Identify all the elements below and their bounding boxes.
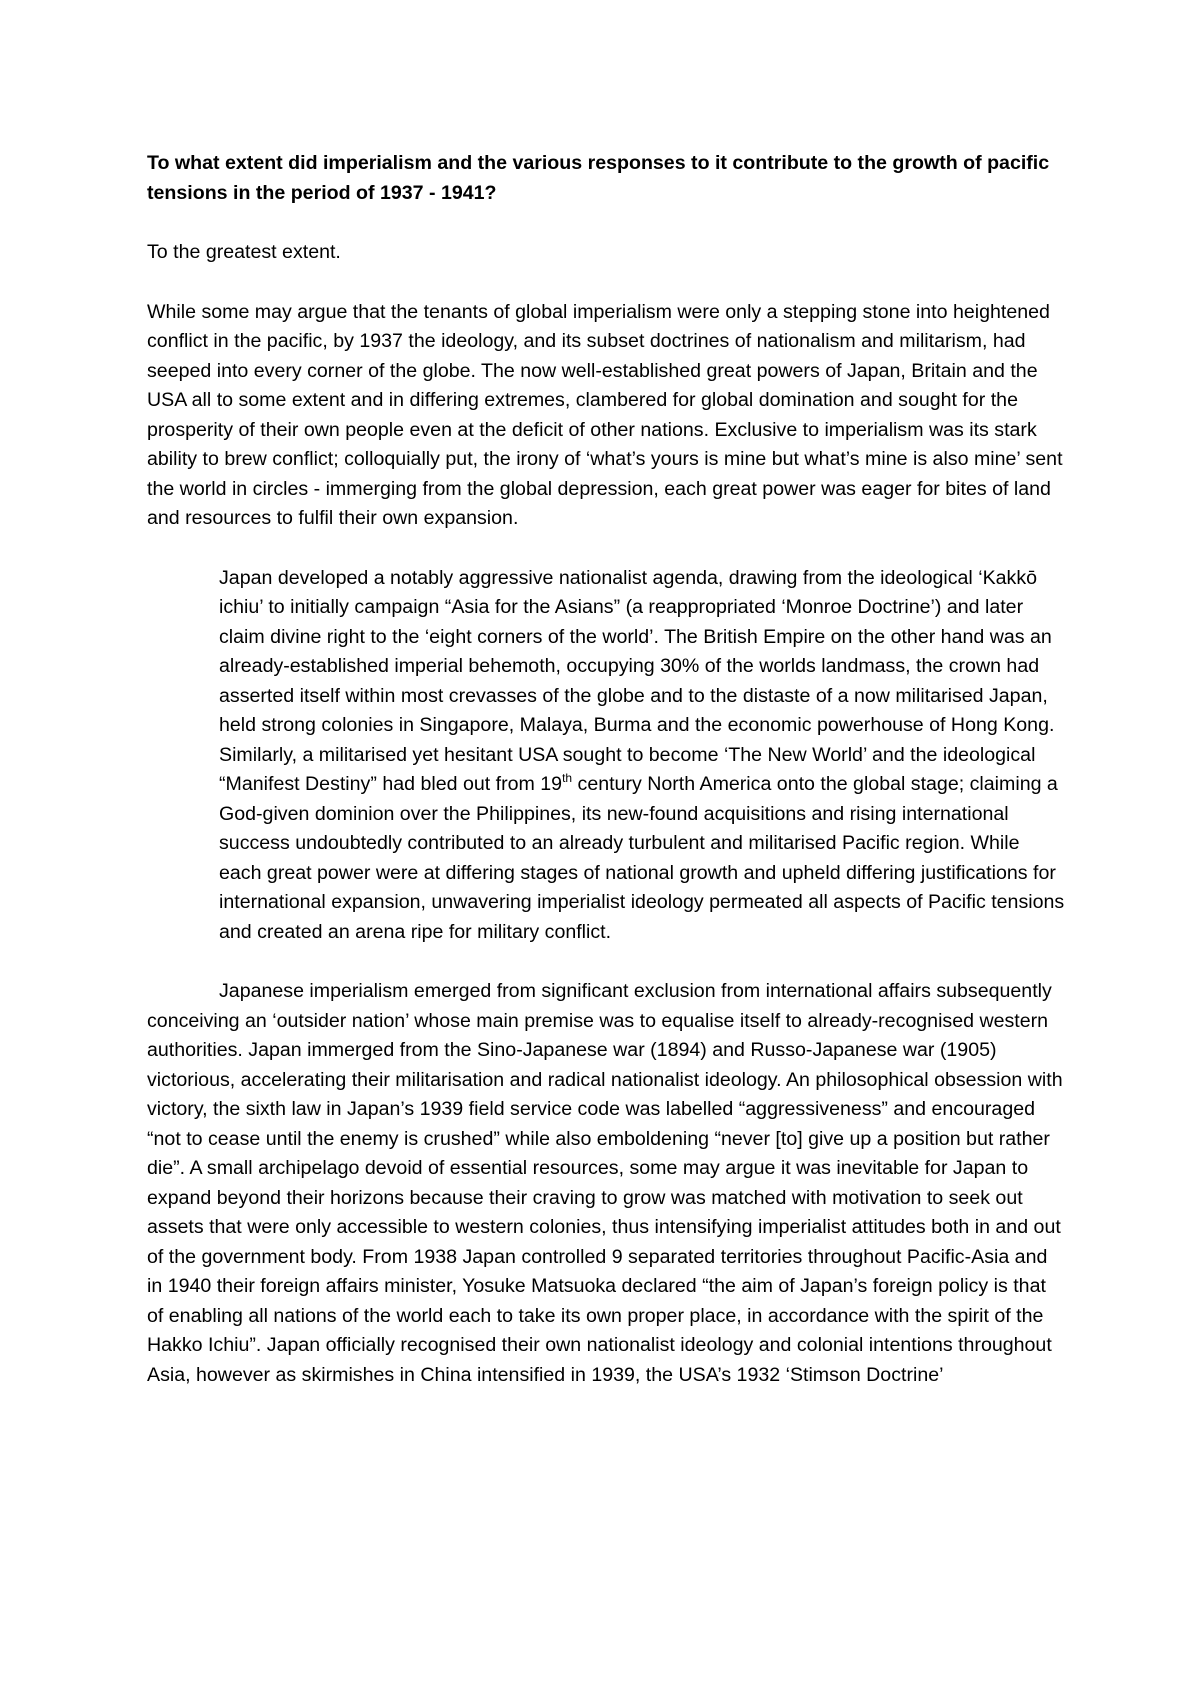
paragraph-great-powers-text-b: century North America onto the global stage; claiming a God-given dominion over the Philippines, its new-found acquisitions and rising international success undoubtedly contributed to an already turbulent and militarised Pacific region. While each great power were at differing stages of national growth and upheld differing justifications for international expansion, unwavering imperialist ideology permeated all aspects of Pacific tensions and created an arena ripe for military conflict. — [219, 773, 1065, 943]
document-body — [147, 149, 1065, 1390]
paragraph-great-powers — [219, 564, 1065, 948]
paragraph-japanese-imperialism: Japanese imperialism emerged from significant exclusion from international affairs subsequently conceiving an ‘outsider nation’ whose main premise was to equalise itself to already-recognised western authorities. Japan immerged from the Sino-Japanese war (1894) and Russo-Japanese war (1905) victorious, accelerating their militarisation and radical nationalist ideology. An philosophical obsession with victory, the sixth law in Japan’s 1939 field service code was labelled “aggressiveness” and encouraged “not to cease until the enemy is crushed” while also emboldening “never [to] give up a position but rather die”. A small archipelago devoid of essential resources, some may argue it was inevitable for Japan to expand beyond their horizons because their craving to grow was matched with motivation to seek out assets that were only accessible to western colonies, thus intensifying imperialist attitudes both in and out of the government body. From 1938 Japan controlled 9 separated territories throughout Pacific-Asia and in 1940 their foreign affairs minister, Yosuke Matsuoka declared “the aim of Japan’s foreign policy is that of enabling all nations of the world each to take its own proper place, in accordance with the spirit of the Hakko Ichiu”. Japan officially recognised their own nationalist ideology and colonial intentions throughout Asia, however as skirmishes in China intensified in 1939, the USA’s 1932 ‘Stimson Doctrine’ — [147, 980, 1063, 1386]
paragraph-introduction: While some may argue that the tenants of global imperialism were only a stepping stone into heightened conflict in the pacific, by 1937 the ideology, and its subset doctrines of nationalism and militarism, had seeped into every corner of the globe. The now well-established great powers of Japan, Britain and the USA all to some extent and in differing extremes, clambered for global domination and sought for the prosperity of their own people even at the deficit of other nations. Exclusive to imperialism was its stark ability to brew conflict; colloquially put, the irony of ‘what’s yours is mine but what’s mine is also mine’ sent the world in circles - immerging from the global depression, each great power was eager for bites of land and resources to fulfil their own expansion. — [147, 300, 1063, 529]
essay-question-heading: To what extent did imperialism and the various responses to it contribute to the growth of pacific tensions in the period of 1937 - 1941? — [147, 152, 1050, 204]
paragraph-great-powers-text-a: Japan developed a notably aggressive nationalist agenda, drawing from the ideological ‘Kakkō ichiu’ to initially campaign “Asia for the Asians” (a reappropriated ‘Monroe Doctrine’) and later claim divine right to the ‘eight corners of the world’. The British Empire on the other hand was an already-established imperial behemoth, occupying 30% of the worlds landmass, the crown had asserted itself within most crevasses of the globe and to the distaste of a now militarised Japan, held strong colonies in Singapore, Malaya, Burma and the economic powerhouse of Hong Kong. Similarly, a militarised yet hesitant USA sought to become ‘The New World’ and the ideological “Manifest Destiny” had bled out from 19 — [219, 566, 1055, 795]
essay-answer: To the greatest extent. — [147, 241, 341, 263]
ordinal-superscript: th — [562, 771, 573, 785]
